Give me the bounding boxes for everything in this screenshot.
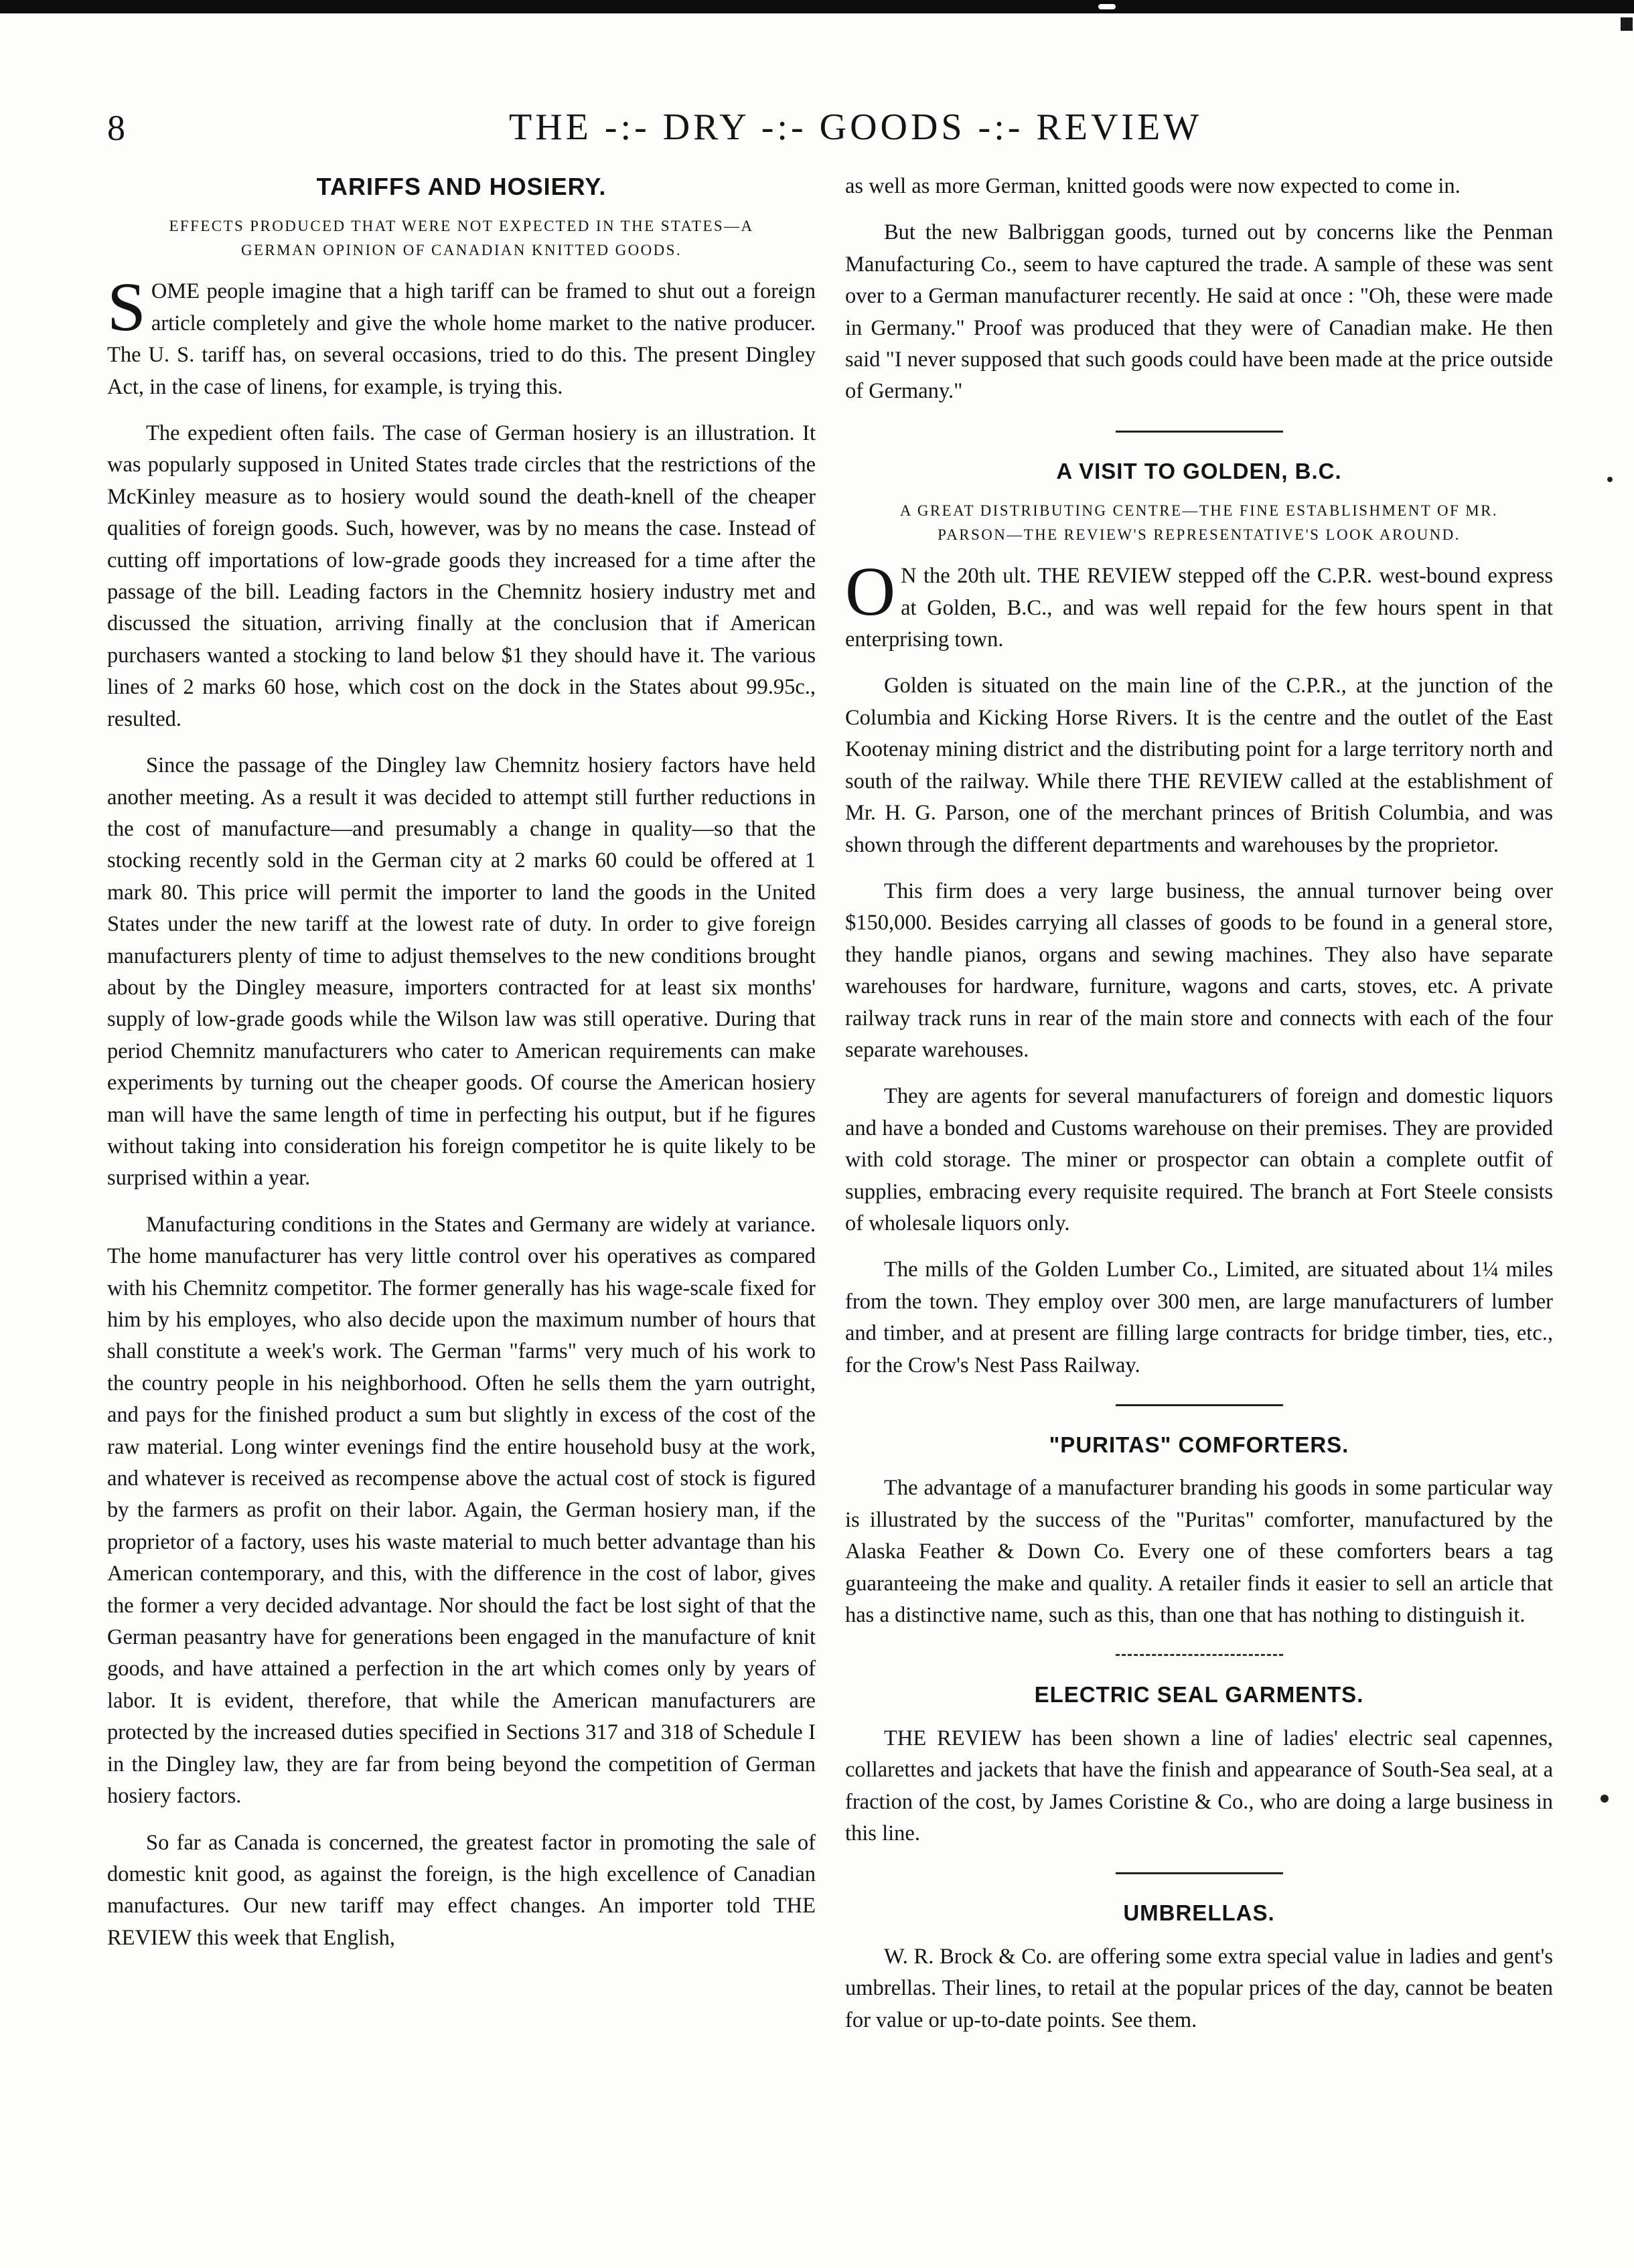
article-title: TARIFFS AND HOSIERY. bbox=[316, 173, 607, 200]
article-paragraph: W. R. Brock & Co. are offering some extra special value in ladies and gent's umbrellas. Their lines, to retail at the popular prices of the day, cannot be beaten for value or up-to-date points. See them. bbox=[845, 1944, 1553, 2032]
article-paragraph: as well as more German, knitted goods were now expected to come in. bbox=[845, 174, 1461, 198]
section-title: "PURITAS" COMFORTERS. bbox=[1049, 1432, 1349, 1457]
article-paragraph: Since the passage of the Dingley law Chemnitz hosiery factors have held another meeting. As a result it was decided to attempt still further reductions in the cost of manufacture—and presumably a change in quality—so that the stocking recently sold in the German city at 2 marks 60 could be offered at 1 mark 80. This price will permit the importer to land the goods in the United States under the new tariff at the lowest rate of duty. In order to give foreign manufacturers plenty of time to adjust themselves to the new conditions brought about by the Dingley measure, importers contracted for at least six months' supply of low-grade goods while the Wilson law was still operative. During that period Chemnitz manufacturers who cater to American requirements can make experiments by turning out the cheaper goods. Of course the American hosiery man will have the same length of time in perfecting his output, but if he figures without taking into consideration his foreign competitor he is quite likely to be surprised within a year. bbox=[107, 753, 816, 1191]
scan-speck bbox=[1601, 1795, 1609, 1803]
article-paragraph: The advantage of a manufacturer branding his goods in some particular way is illustrated by the success of the "Puritas" comforter, manufactured by the Alaska Feather & Down Co. Every one of these comforters bears a tag guaranteeing the make and quality. A retailer finds it easier to sell an article that has a distinctive name, such as this, than one that has nothing to distinguish it. bbox=[845, 1476, 1553, 1628]
section-divider bbox=[1116, 1872, 1283, 1874]
section-title: A VISIT TO GOLDEN, B.C. bbox=[1056, 458, 1342, 483]
scan-artifact bbox=[1098, 4, 1116, 9]
article-paragraph: The expedient often fails. The case of German hosiery is an illustration. It was popularly supposed in United States trade circles that the restrictions of the McKinley measure as to hosiery would sound the death-knell of the cheaper qualities of foreign goods. Such, however, was by no means the case. Instead of cutting off importations of low-grade goods they increased for a time after the passage of the bill. Leading factors in the Chemnitz hosiery industry met and discussed the situation, arriving finally at the conclusion that if American purchasers wanted a stocking to land below $1 they should have it. The various lines of 2 marks 60 hose, which cost on the dock in the States about 99.95c., resulted. bbox=[107, 421, 816, 731]
article-paragraph: This firm does a very large business, the annual turnover being over $150,000. Besides carrying all classes of goods to be found in a general store, they handle pianos, organs and sewing machines. They also have separate warehouses for hardware, furniture, wagons and carts, stoves, etc. A private railway track runs in rear of the main store and connects with each of the four separate warehouses. bbox=[845, 879, 1553, 1062]
article-paragraph: But the new Balbriggan goods, turned out by concerns like the Penman Manufacturing Co., seem to have captured the trade. A sample of these was sent over to a German manufacturer recently. He said at once : "Oh, these were made in Germany." Proof was produced that they were of Canadian make. He then said "I never supposed that such goods could have been made at the price outside of Germany." bbox=[845, 220, 1553, 404]
running-title: THE -:- DRY -:- GOODS -:- REVIEW bbox=[509, 106, 1203, 148]
article-subtitle: EFFECTS PRODUCED THAT WERE NOT EXPECTED IN THE STATES—A GERMAN OPINION OF CANADIAN KNITTED GOODS. bbox=[169, 218, 754, 259]
section-divider bbox=[1116, 1654, 1283, 1656]
article-paragraph: The mills of the Golden Lumber Co., Limited, are situated about 1¼ miles from the town. They employ over 300 men, are large manufacturers of lumber and timber, and at present are filling large contracts for bridge timber, ties, etc., for the Crow's Nest Pass Railway. bbox=[845, 1258, 1553, 1377]
section-divider bbox=[1116, 431, 1283, 433]
article-paragraph: Golden is situated on the main line of the C.P.R., at the junction of the Columbia and Kicking Horse Rivers. It is the centre and the outlet of the East Kootenay mining district and the distributing point for a large territory north and south of the railway. While there THE REVIEW called at the establishment of Mr. H. G. Parson, one of the merchant princes of British Columbia, and was shown through the different departments and warehouses by the proprietor. bbox=[845, 674, 1553, 857]
scan-speck bbox=[1607, 477, 1613, 482]
page-number: 8 bbox=[107, 108, 125, 148]
article-paragraph: ON the 20th ult. THE REVIEW stepped off the C.P.R. west-bound express at Golden, B.C., and was well repaid for the few hours spent in that enterprising town. bbox=[845, 553, 1553, 652]
article-paragraph: So far as Canada is concerned, the greatest factor in promoting the sale of domestic knit good, as against the foreign, is the high excellence of Canadian manufactures. Our new tariff may effect changes. An importer told THE REVIEW this week that English, bbox=[107, 1830, 816, 1950]
scan-artifact bbox=[1621, 17, 1633, 31]
article-paragraph: Manufacturing conditions in the States and Germany are widely at variance. The home manufacturer has very little control over his operatives as compared with his Chemnitz competitor. The former generally has his wage-scale fixed for him by his employes, who also decide upon the maximum number of hours that shall constitute a week's work. The German "farms" very much of his work to the country people in his neighborhood. Often he sells them the yarn outright, and pays for the finished product a sum but slightly in excess of the cost of the raw material. Long winter evenings find the entire household busy at the work, and whatever is received as recompense above the actual cost of stock is figured by the farmers as profit on their labor. Again, the German hosiery man, if the proprietor of a factory, uses his waste material to much better advantage than his American contemporary, and this, with the difference in the cost of labor, gives the former a very decided advantage. Nor should the fact be lost sight of that the German peasantry have for generations been engaged in the manufacture of knit goods, and have attained a perfection in the art which comes only by years of labor. It is evident, therefore, that while the American manufacturers are protected by the increased duties specified in Sections 317 and 318 of Schedule I in the Dingley law, they are far from being beyond the competition of German hosiery factors. bbox=[107, 1212, 816, 1809]
article-paragraph: THE REVIEW has been shown a line of ladies' electric seal capennes, collarettes and jackets that have the finish and appearance of South-Sea seal, at a fraction of the cost, by James Coristine & Co., who are doing a large business in this line. bbox=[845, 1726, 1553, 1846]
section-subtitle: A GREAT DISTRIBUTING CENTRE—THE FINE ESTABLISHMENT OF MR. PARSON—THE REVIEW'S REPRESENTATIVE'S LOOK AROUND. bbox=[899, 502, 1499, 544]
section-title: UMBRELLAS. bbox=[1123, 1900, 1275, 1926]
section-divider bbox=[1116, 1404, 1283, 1406]
article-paragraph: They are agents for several manufacturers of foreign and domestic liquors and have a bonded and Customs warehouse on their premises. They are provided with cold storage. The miner or prospector can obtain a complete outfit of supplies, embracing every requisite required. The branch at Fort Steele consists of wholesale liquors only. bbox=[845, 1084, 1553, 1235]
right-column bbox=[845, 171, 1553, 2051]
section-title: ELECTRIC SEAL GARMENTS. bbox=[1034, 1682, 1364, 1708]
page-top-border bbox=[0, 0, 1634, 13]
left-column bbox=[107, 171, 816, 1969]
article-paragraph: SOME people imagine that a high tariff can be framed to shut out a foreign article completely and give the whole home market to the native producer. The U. S. tariff has, on several occasions, tried to do this. The present Dingley Act, in the case of linens, for example, is trying this. bbox=[107, 269, 816, 399]
